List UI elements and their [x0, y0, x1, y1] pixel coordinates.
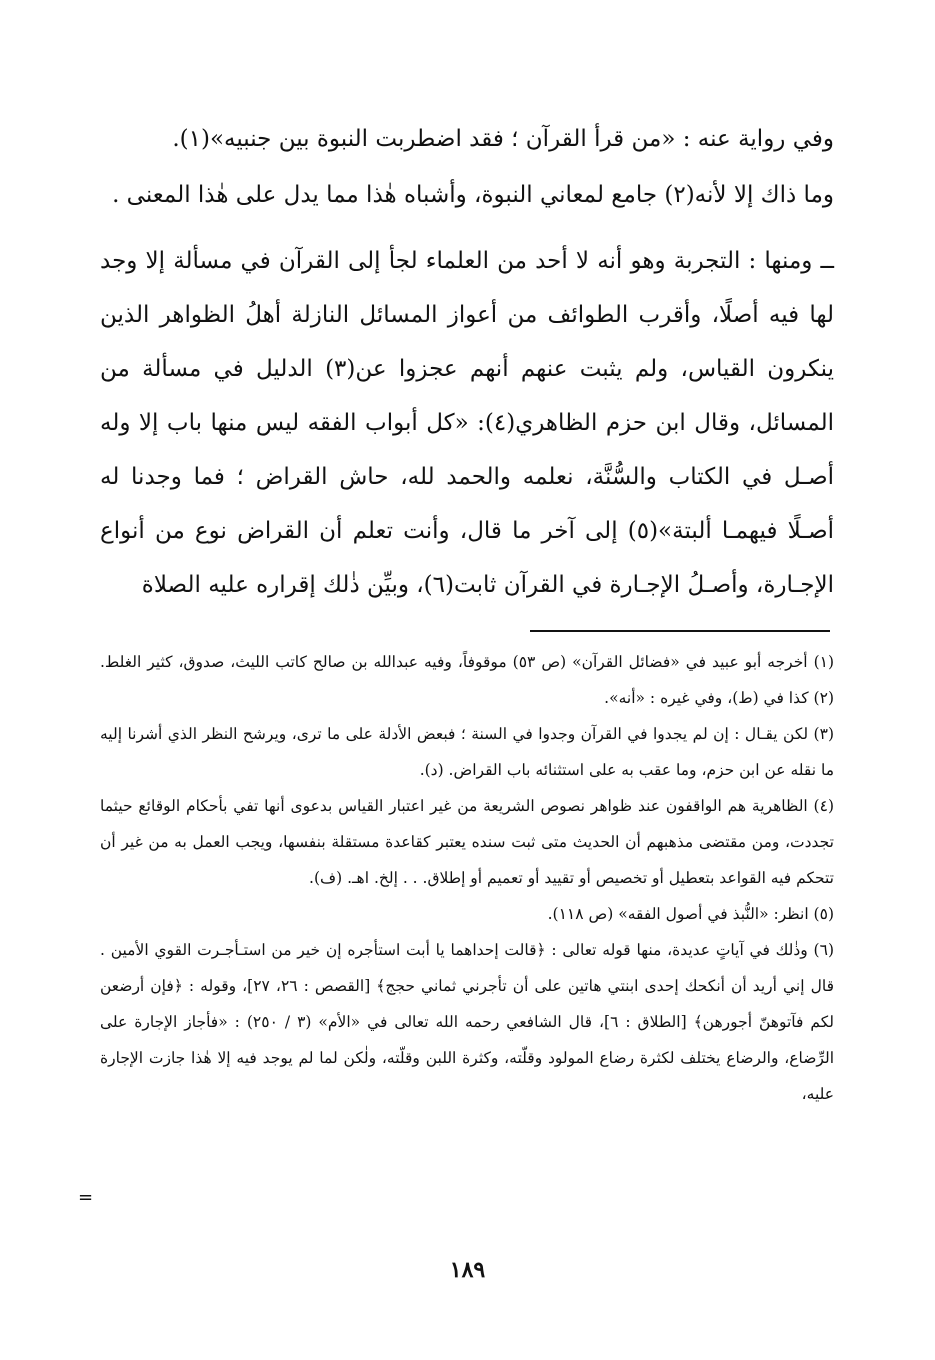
- paragraph-tajriba: ــ ومنها : التجربة وهو أنه لا أحد من العلماء لجأ إلى القرآن في مسألة إلا وجد لها فيه أصلًا، وأقرب الطوائف من أعواز المسائل النازلة أهلُ الظواهر الذين ينكرون القياس، ولم يثبت عنهم أنهم عجزوا عن(٣) الدليل في مسألة من المسائل، وقال ابن حزم الظاهري(٤): «كل أبواب الفقه ليس منها باب إلا وله أصـل في الكتاب والسُّنَّة، نعلمه والحمد لله، حاش القراض ؛ فما وجدنا له أصـلًا فيهمـا ألبتة»(٥) إلى آخر ما قال، وأنت تعلم أن القراض نوع من أنواع الإجـارة، وأصـلُ الإجـارة في القرآن ثابت(٦)، وبيِّن ذٰلك إقراره عليه الصلاة: [100, 248, 834, 598]
- footnote-6: (٦) وذٰلك في آياتٍ عديدة، منها قوله تعالى : ﴿قالت إحداهما يا أبت استأجره إن خير من استـأجـرت القوي الأمين . قال إني أريد أن أنكحك إحدى ابنتي هاتين على أن تأجرني ثماني حجج﴾ [القصص : ٢٦، ٢٧]، وقوله : ﴿فإن أرضعن لكم فآتوهنّ أجورهن﴾ [الطلاق : ٦]، قال الشافعي رحمه الله تعالى في «الأم» (٣ / ٢٥٠) : «فأجاز الإجارة على الرِّضاع، والرضاع يختلف لكثرة رضاع المولود وقلّته، وكثرة اللبن وقلّته، ولٰكن لما لم يوجد فيه إلا هٰذا جازت الإجارة عليه،: [100, 941, 834, 1103]
- footnote-separator: [530, 630, 830, 632]
- paragraph-riwaya: وفي رواية عنه : «من قرأ القرآن ؛ فقد اضطربت النبوة بين جنبيه»(١).: [172, 126, 834, 152]
- footnote-1-2: (١) أخرجه أبو عبيد في «فضائل القرآن» (ص ٥٣) موقوفاً، وفيه عبدالله بن صالح كاتب الليث، صدوق، كثير الغلط. (٢) كذا في (ط)، وفي غيره : «أنه».: [100, 653, 835, 707]
- footnote-4: (٤) الظاهرية هم الواقفون عند ظواهر نصوص الشريعة من غير اعتبار القياس بدعوى أنها تفي بأحكام الوقائع حيثما تجددت، ومن مقتضى مذهبهم أن الحديث متى ثبت سنده يعتبر كقاعدة مستقلة بنفسها، ويجب العمل به من غير أن تتحكم فيه القواعد بتعطيل أو تخصيص أو تقييد أو تعميم أو إطلاق. . . إلخ. اهـ. (ف).: [100, 797, 834, 887]
- footnote-5: (٥) انظر: «النُّبذ في أصول الفقه» (ص ١١٨).: [547, 905, 834, 923]
- paragraph-nubuwwa: وما ذاك إلا لأنه(٢) جامع لمعاني النبوة، وأشباه هٰذا مما يدل على هٰذا المعنى .: [112, 182, 834, 208]
- page-number: ١٨٩: [449, 1257, 486, 1283]
- main-text: [100, 112, 834, 612]
- footnotes: [100, 644, 834, 1112]
- footnote-3: (٣) لكن يقـال : إن لم يجدوا في القرآن وجدوا في السنة ؛ فبعض الأدلة على ما ترى، ويرشح النظر الذي أشرنا إليه ما نقله عن ابن حزم، وما عقب به على استثنائه باب القراض. (د).: [100, 725, 834, 779]
- continuation-mark: =: [78, 1187, 94, 1208]
